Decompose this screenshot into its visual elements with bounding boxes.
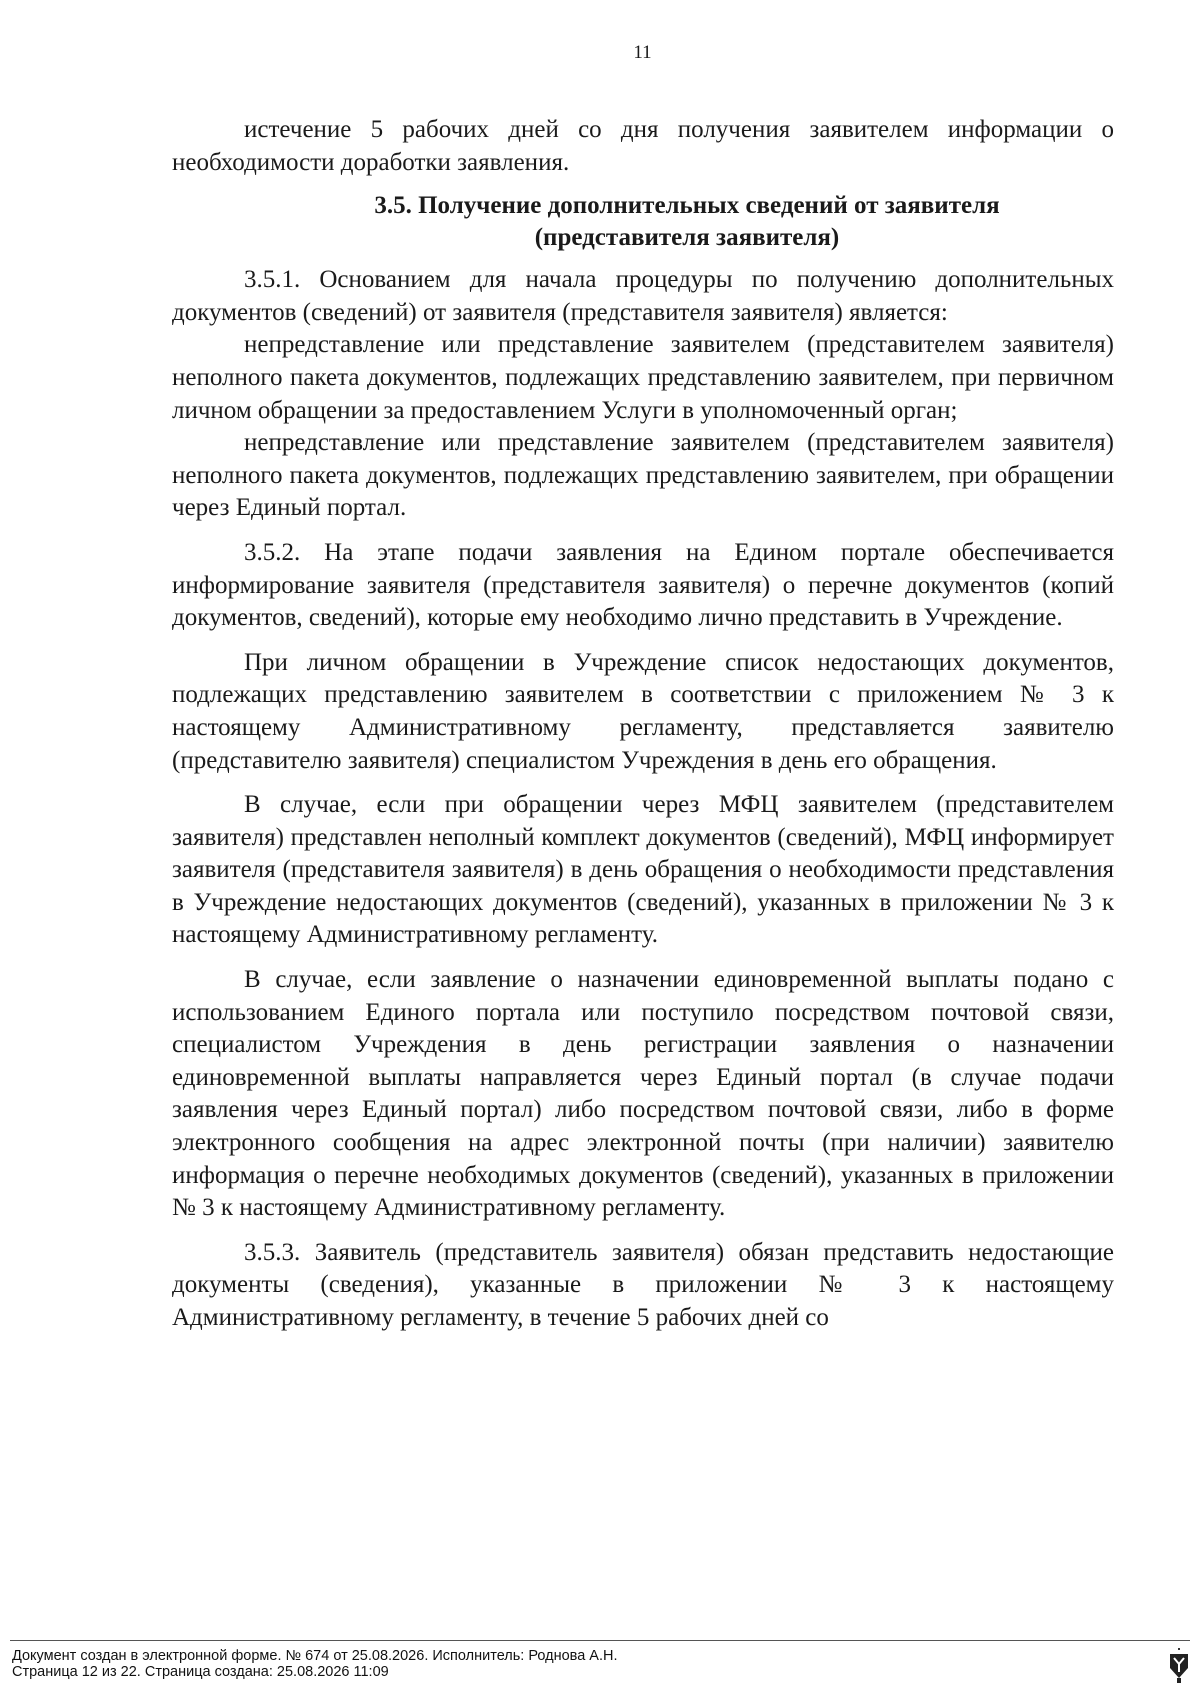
section-heading-line1: 3.5. Получение дополнительных сведений от заявителя <box>374 192 1000 220</box>
footer-divider <box>10 1640 1190 1641</box>
footer-line-1: Документ создан в электронной форме. № 674 от 25.08.2026. Исполнитель: Роднова А.Н. <box>12 1648 618 1664</box>
paragraph-portal-mail: В случае, если заявление о назначении единовременной выплаты подано с использованием Единого портала или поступило посредством почтовой связи, специалистом Учреждения в день регистрации заявления о назначении единовременной выплаты направляется через Единый портал (в случае подачи заявления через Единый портал) либо посредством почтовой связи, либо в форме электронного сообщения на адрес электронной почты (при наличии) заявителю информация о перечне необходимых документов (сведений), указанных в приложении № 3 к настоящему Административному регламенту. <box>172 966 1114 1222</box>
coat-of-arms-icon <box>1168 1648 1190 1684</box>
section-heading <box>172 190 1114 254</box>
footer-line-2: Страница 12 из 22. Страница создана: 25.08.2026 11:09 <box>12 1664 389 1680</box>
section-heading-line2: (представителя заявителя) <box>534 224 840 252</box>
paragraph-3-5-1: 3.5.1. Основанием для начала процедуры по получению дополнительных документов (сведений) от заявителя (представителя заявителя) является: <box>172 266 1114 326</box>
paragraph-3-5-2: 3.5.2. На этапе подачи заявления на Едином портале обеспечивается информирование заявителя (представителя заявителя) о перечне документов (копий документов, сведений), которые ему необходимо лично представить в Учреждение. <box>172 538 1114 632</box>
paragraph-3-5-3: 3.5.3. Заявитель (представитель заявителя) обязан представить недостающие документы (сведения), указанные в приложении № 3 к настоящему Административному регламенту, в течение 5 рабочих дней со <box>172 1238 1114 1331</box>
paragraph-personal-visit: При личном обращении в Учреждение список недостающих документов, подлежащих представлению заявителем в соответствии с приложением № 3 к настоящему Административному регламенту, представляется заявителю (представителю заявителя) специалистом Учреждения в день его обращения. <box>172 648 1114 774</box>
document-body <box>172 114 1114 1335</box>
paragraph-continuation: истечение 5 рабочих дней со дня получения заявителем информации о необходимости доработки заявления. <box>172 116 1114 176</box>
paragraph-mfc: В случае, если при обращении через МФЦ заявителем (представителем заявителя) представлен неполный комплект документов (сведений), МФЦ информирует заявителя (представителя заявителя) в день обращения о необходимости представления в Учреждение недостающих документов (сведений), указанных в приложении № 3 к настоящему Административному регламенту. <box>172 791 1114 949</box>
page-number: 11 <box>633 42 652 63</box>
document-footer <box>12 1648 618 1680</box>
paragraph-list-item-2: непредставление или представление заявителем (представителем заявителя) неполного пакета документов, подлежащих представлению заявителем, при обращении через Единый портал. <box>172 429 1114 522</box>
paragraph-list-item-1: непредставление или представление заявителем (представителем заявителя) неполного пакета документов, подлежащих представлению заявителем, при первичном личном обращении за предоставлением Услуги в уполномоченный орган; <box>172 331 1114 424</box>
